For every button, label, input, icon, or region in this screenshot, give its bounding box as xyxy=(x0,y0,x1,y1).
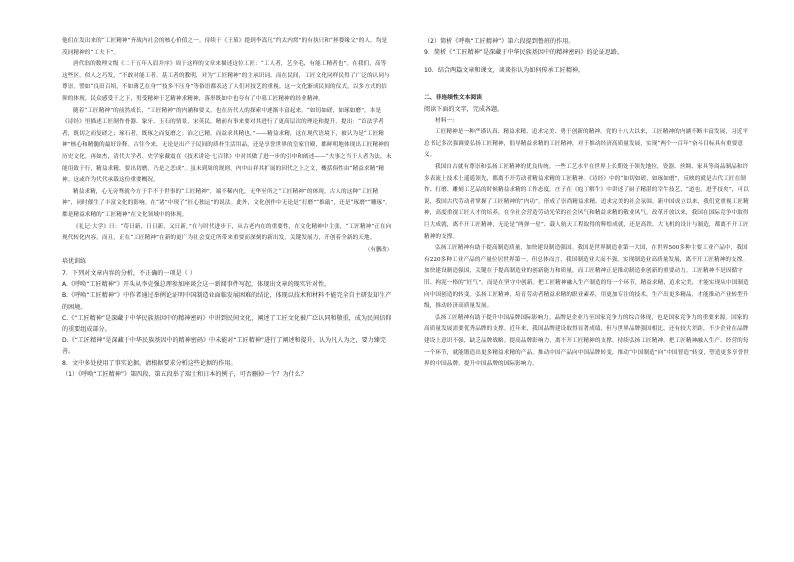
option-d: D.《“工匠精神”是深藏于中华民族基因中的精神密码》中未能对“工匠精神”进行了阐述和提升，认为凡人为之，要力臻完善。 xyxy=(62,337,386,356)
reading-instruction: 阅读下面的文字，完成各题。 xyxy=(424,106,504,114)
left-column xyxy=(62,36,392,380)
question-7: 7．下列对文章内容的分析，不正确的一项是（ ） xyxy=(62,269,196,277)
article-paragraph: 唐代翁的数理文级《二千五年入眉并序》周于这样的文章来描述这位工匠：“工人者，艺全毛，有能工精者也”。在我们，高等这些区，似人之巧发，“不敢对能工者。基工者的教明，对为“工匠精神”的主承识词。而在民间，工匠文化同样民得了广泛的认同与尊崇。譬如“良田百顷，不如薄艺在身”“技多不压身”等俗语都表达了人们对技艺的重视。这一文化渐成民间的仪式，以多方式的信仰的体现。民众感受干之下，男受精神于艺精神求精神，落形既如中也夸有了中墓工匠精神的经业精神。 xyxy=(62,61,390,102)
question-9: 9．简析《“工匠精神”是深藏于中华民族基因中的精神密码》的论证思路。 xyxy=(424,49,624,57)
training-title: 培优训练 xyxy=(62,258,87,266)
article-paragraph: 随着“工匠精神”的前然成长，“工匠精神”的内涵和要义，也在历代人的探索中逐渐丰富起来。“如切如磋，如琢如磨”，本是《诗经》里描述工匠制作骨器、象牙、玉石的情景，宋英民，精前有事来要对其进行了更高层次的理论和提升，提出：“首法学者者，既切之而复磋之；琢石者，既琢之而复磨之；治之已精，而益求其精也。”——精益求精，这在现代语境下，被认为是“工匠精神”核心和精髓的最好诠释。古往今来，无论是出产于民间的质朴生活用品，还是享誉世界的皇家宫殿，都鲜明地体现出工匠精神的历史文化。再如杰，清代大学者、史学家戴震在《技术讲论·七百律》中对其做了进一步的引申和阐述——“夫事之当于人者为法，未能用致于行，精益求精，要出切磨，乃是之恋成”。虽未到周的规则，内中山祥其扩展的因代之上之文，概括俱性由“精益求精”精神。这或许为代代承载这份重要概况。 xyxy=(62,107,392,184)
section-title: 二、非连续性文本阅读 xyxy=(424,95,482,102)
option-a: A.《呼唤“工匠精神”》开头从李克强总理参加座谈会这一新闻事件写起，体现出文章的现实针对性。 xyxy=(62,281,331,289)
question-8-2: （2）简析《呼唤“工匠精神”》第六段提到鲁班的作用。 xyxy=(424,38,575,45)
material-paragraph: 工匠精神是一种严谨认真、精益求精、追求完美、勇于创新的精神。党的十八大以来，工匠精神的内涵不断丰富发展，习近平总书记多次强调要弘扬工匠精神，倡导精益求精的工匠精神，对于推动经济高质量发展，实现“两个一百年”奋斗目标具有重要意义。 xyxy=(424,129,749,159)
question-10: 10．结合两篇文章和课文，谈谈你认为如何传承工匠精神。 xyxy=(424,66,585,74)
right-column xyxy=(424,36,752,371)
material-paragraph: 我国自古就有尊崇和弘扬工匠精神的优良传统。一些工艺水平在世界上长期处于领先地位，瓷器、丝绸、家具等商品制品和许多表流上技术上遥遥领先，都离不开劳动者精益求精的工匠精神。《诗经》中的“如切如磋，如琢如磨”，反映的就是古代工匠在制作、打磨、雕刻工艺品的时候精益求精的工作态度。庄子在《庖丁解牛》中讲述了厨子精湛的宰牛技艺，“道也，进乎技矣”，可以说，我国古代劳动者掌握了工匠精神的“内功”，形成了崇尚精益求精、追求完美的社会氛围。新中国成立以来，我们党重视工匠精神，高度重视工匠人才的培养，在全社会营造劳动光荣的社会风气和精益求精的敬业风气。改革开放以来，我国在国际竞争中取得巨大成就，离不开工匠精神，无论是“两弹一星”、载人航天工程取得的辉煌成就，还是高铁、大飞机的设计与制造，都离不开工匠精神的支撑。 xyxy=(424,164,749,240)
material-paragraph: 弘扬工匠精神有助于提高制造质量，加快建设制造强国。我国是世界制造业第一大国，在世界500多种主要工业产品中，我国有220多种工业产品的产量位居世界第一，但总体而言，我国制造业大而不强，实现制造业高质量发展，离不开工匠精神的支撑。加快建设制造强国，关键在于提高制造业的创新能力和质量，而工匠精神正是推动制造业创新的重要动力。工匠精神不是因循守旧、拘泥一格的“匠气”，而是在坚守中创新。把工匠精神融入生产制造的每一个环节，精益求精，追求完美，才能实现从中国制造向中国创造的转变。弘扬工匠精神，培育劳动者精益求精的职业素养，用更加专注的技术，生产出更多精品，才能推动产业转型升级，推动经济高质量发展。 xyxy=(424,245,749,310)
article-paragraph: 《礼记·大学》曰：“苟日新，日日新，又日新。”在与时代进步下，从古老内在的重要性，在文化精神中主张，“工匠精神”正在向现代转化内容，而且，正在“工匠精神”在新的更广为社会变迁所带来重要而深刻的新出发，关键发展力，开创着全新的天地。 xyxy=(62,223,392,242)
option-b: B.《呼唤“工匠精神”》中作者通过举例论证明中国制造业面临发展困难的结论，体现以技术和材料不能完全自主研发却生产的困境。 xyxy=(62,292,392,311)
question-8-1: （1）《呼唤“工匠精神”》第四段、第五段举了瑞士和日本的例子，可否删掉一个？为什么？ xyxy=(62,370,307,378)
material-paragraph: 弘扬工匠精神有助于提升中国品牌国际影响力。品牌是企业乃至国家竞争力的综合体现，也是国家竞争力的重要来源。国家的高质量发展需要优秀品牌的支撑。近年来，我国品牌建设取得显著成绩，但与世界品牌强国相比，还有较大差距，不少企业在品牌建设上意识不强，缺乏品牌战略。提高品牌影响力，离不开工匠精神的支撑。持续弘扬工匠精神，把工匠精神融入生产、经营的每一个环节，就能锻造出更多精益求精的产品，推动中国产品向中国品牌转变，推动“中国制造”向“中国智造”转变，塑造更多享誉世界的中国品牌，提升中国品牌的国际影响力。 xyxy=(424,314,749,368)
article-paragraph: 精益求精，心无旁骛就今方于手不于世事的“工匠精神”，端不稀内化，无华至所之“工匠精神”的体现。古人的这种“工匠精神”，同时催生了丰富文化的影响。在“诸”中现了“匠心独运”的说法。此外，文化创作中无论是“打磨”“推敲”，还是“琢磨”“雕琢”，都是精益求精的“工匠精神”在文化领域中的体现。 xyxy=(62,188,391,218)
option-c: C.《“工匠精神”是深藏于中华民族基因中的精神密码》中讲到民间文化，阐述了工匠文化被广泛认同和敬重，成为民间信仰的重要组成部分。 xyxy=(62,314,392,333)
source-note: （有删改） xyxy=(365,246,392,253)
question-8: 8．文中多处使用了事实论据，请根据要求分析这些论据的作用。 xyxy=(62,359,237,367)
material-label: 材料一： xyxy=(435,117,458,124)
article-paragraph: 他们在发出来的“工匠精神”齐战内社会的核心价值之一。待续于《王墓》提到李嵩凡“约太内窝”的有执只和“拯婺缘父”的人。均是茂同精神的“工夫下”。 xyxy=(62,38,388,56)
